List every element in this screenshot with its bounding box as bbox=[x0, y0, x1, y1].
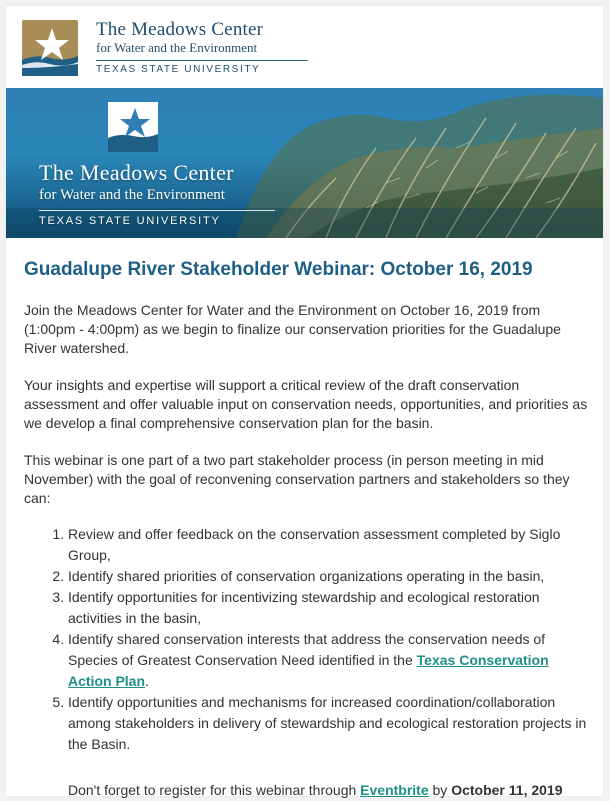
brand-university: TEXAS STATE UNIVERSITY bbox=[96, 64, 261, 75]
reminder-by: by bbox=[428, 782, 452, 798]
brand-title: The Meadows Center bbox=[96, 19, 264, 40]
brand-subtitle: for Water and the Environment bbox=[96, 40, 258, 55]
webinar-title: Guadalupe River Stakeholder Webinar: October 16, 2019 bbox=[24, 259, 533, 280]
reminder-text: Don't forget to register for this webinar through bbox=[68, 782, 361, 798]
insights-paragraph: Your insights and expertise will support a critical review of the draft conservation assessment and offer valuable input on conservation needs, opportunities, and priorities as we develop a final comprehensive conservation plan for the basin. bbox=[24, 377, 588, 431]
email-header bbox=[6, 6, 603, 88]
email-body bbox=[6, 6, 603, 796]
register-reminder bbox=[68, 780, 590, 801]
texas-conservation-action-plan-link[interactable]: Texas Conservation Action Plan bbox=[68, 652, 549, 689]
list-item-end: . bbox=[145, 673, 149, 689]
hero-wordmark bbox=[39, 162, 275, 227]
hero-banner bbox=[6, 88, 603, 238]
register-deadline: October 11, 2019 bbox=[451, 782, 563, 798]
brand-divider bbox=[96, 60, 308, 61]
list-item: 1. Review and offer feedback on the conservation assessment completed by Siglo Group, bbox=[68, 524, 590, 566]
list-item bbox=[68, 629, 590, 692]
hero-subtitle: for Water and the Environment bbox=[39, 187, 225, 203]
hero-divider bbox=[39, 210, 275, 211]
list-item: 5. Identify opportunities and mechanisms for increased coordination/collaboration among stakeholders in delivery of stewardship and ecological restoration projects in the Basin. bbox=[68, 692, 590, 755]
brand-wordmark bbox=[96, 20, 308, 75]
intro-paragraph: Join the Meadows Center for Water and the Environment on October 16, 2019 from (1:00pm - 4:00pm) as we begin to finalize our conservation priorities for the Guadalupe River watershed. bbox=[24, 302, 561, 356]
list-item: 2. Identify shared priorities of conservation organizations operating in the basin, bbox=[68, 566, 590, 587]
email-content bbox=[24, 238, 590, 801]
meadows-star-logo[interactable] bbox=[22, 20, 78, 76]
eventbrite-link[interactable]: Eventbrite bbox=[360, 782, 429, 798]
process-paragraph: This webinar is one part of a two part stakeholder process (in person meeting in mid November) with the goal of reconvening conservation partners and stakeholders so they can: bbox=[24, 452, 570, 506]
hero-star-logo bbox=[108, 102, 158, 152]
hero-university: TEXAS STATE UNIVERSITY bbox=[39, 215, 221, 227]
list-item: 3. Identify opportunities for incentivizing stewardship and ecological restoration activities in the basin, bbox=[68, 587, 590, 629]
hero-title: The Meadows Center bbox=[39, 160, 234, 185]
list-item-text: Identify shared conservation interests that address the conservation needs of Species of Greatest Conservation Need identified in the bbox=[68, 631, 546, 668]
goals-list bbox=[24, 524, 590, 755]
